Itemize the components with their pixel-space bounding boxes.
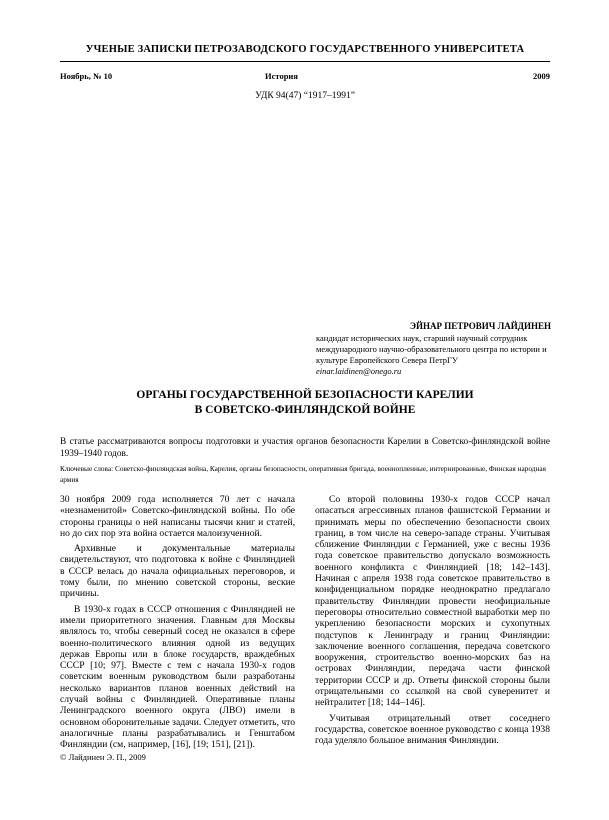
- abstract: В статье рассматриваются вопросы подготовки и участия органов безопасности Карелии в Советско-финляндской войне 1939–1940 годов.: [60, 437, 550, 459]
- header-rule: [60, 61, 550, 62]
- issue-number: Ноябрь, № 10: [60, 71, 113, 81]
- article-title: [60, 388, 550, 418]
- left-column: [60, 494, 295, 755]
- title-line-2: В СОВЕТСКО-ФИНЛЯНДСКОЙ ВОЙНЕ: [194, 404, 416, 416]
- paragraph: Со второй половины 1930-х годов СССР начал опасаться агрессивных планов фашистской Германии и принимать меры по обеспечению безопасности своих границ, в том числе на северо-западе страны. Учитывая сближение Финляндии с Германией, уже с весны 1936 года советское правительство допускало возможность военного конфликта с Финляндией [18; 142–143]. Начиная с апреля 1938 года советское правительство в конфиденциальном порядке неоднократно предлагало правительству Финляндии провести неофициальные переговоры относительно совместной выработки мер по укреплению безопасности морских и сухопутных подступов к Ленинграду и границ Финляндии: заключение военного соглашения, передача советского вооружения, строительство военно-морских баз на островах Финляндии, передача части финской территории СССР и др. Ответы финской стороны были отрицательными со ссылкой на свой суверенитет и нейтралитет [18; 144–146].: [315, 494, 550, 709]
- keywords: Ключевые слова: Советско-финляндская война, Карелия, органы безопасности, оперативная бригада, военнопленные, интернированные, Финская народная армия: [60, 464, 546, 484]
- paragraph: Учитывая отрицательный ответ соседнего государства, советское военное руководство с конца 1938 года уделяло большое внимания Финляндии.: [315, 712, 550, 747]
- paragraph: 30 ноября 2009 года исполняется 70 лет с начала «незнаменитой» Советско-финляндской войны. По обе стороны границы о ней написаны тысячи книг и статей, но до сих пор эта война остается малоизученной.: [60, 494, 295, 539]
- affiliation-text: кандидат исторических наук, старший научный сотрудник международного научно-образовательного центра по истории и культуре Европейского Севера ПетрГУ: [316, 333, 547, 365]
- author-email: einar.laidinen@onego.ru: [316, 366, 402, 376]
- udc-code: УДК 94(47) “1917–1991”: [255, 91, 355, 101]
- issue-year: 2009: [533, 71, 550, 81]
- section-name: История: [265, 71, 298, 81]
- right-column: [315, 494, 550, 751]
- author-affiliation: [316, 333, 552, 377]
- author-name: ЭЙНАР ПЕТРОВИЧ ЛАЙДИНЕН: [409, 321, 551, 331]
- journal-title: УЧЕНЫЕ ЗАПИСКИ ПЕТРОЗАВОДСКОГО ГОСУДАРСТВЕННОГО УНИВЕРСИТЕТА: [85, 44, 525, 55]
- paragraph: Архивные и документальные материалы свидетельствуют, что подготовка к войне с Финляндией в СССР велась до начала официальных переговоров, и тому были, по мнению советской стороны, веские причины.: [60, 543, 295, 600]
- copyright: © Лайдинен Э. П., 2009: [60, 752, 146, 762]
- title-line-1: ОРГАНЫ ГОСУДАРСТВЕННОЙ БЕЗОПАСНОСТИ КАРЕЛИИ: [136, 389, 474, 401]
- paragraph: В 1930-х годах в СССР отношения с Финляндией не имели приоритетного значения. Главным для Москвы являлось то, чтобы северный сосед не оказался в сфере военно-политического влияния одной из ведущих держав Европы или в блоке государств, враждебных СССР [10; 97]. Вместе с тем с начала 1930-х годов советским военным руководством были разработаны несколько вариантов планов военных действий на случай войны с Финляндией. Оперативные планы Ленинградского военного округа (ЛВО) имели в основном оборонительные задачи. Следует отметить, что аналогичные планы разрабатывались и Генштабом Финляндии (см, например, [16], [19; 151], [21]).: [60, 603, 296, 751]
